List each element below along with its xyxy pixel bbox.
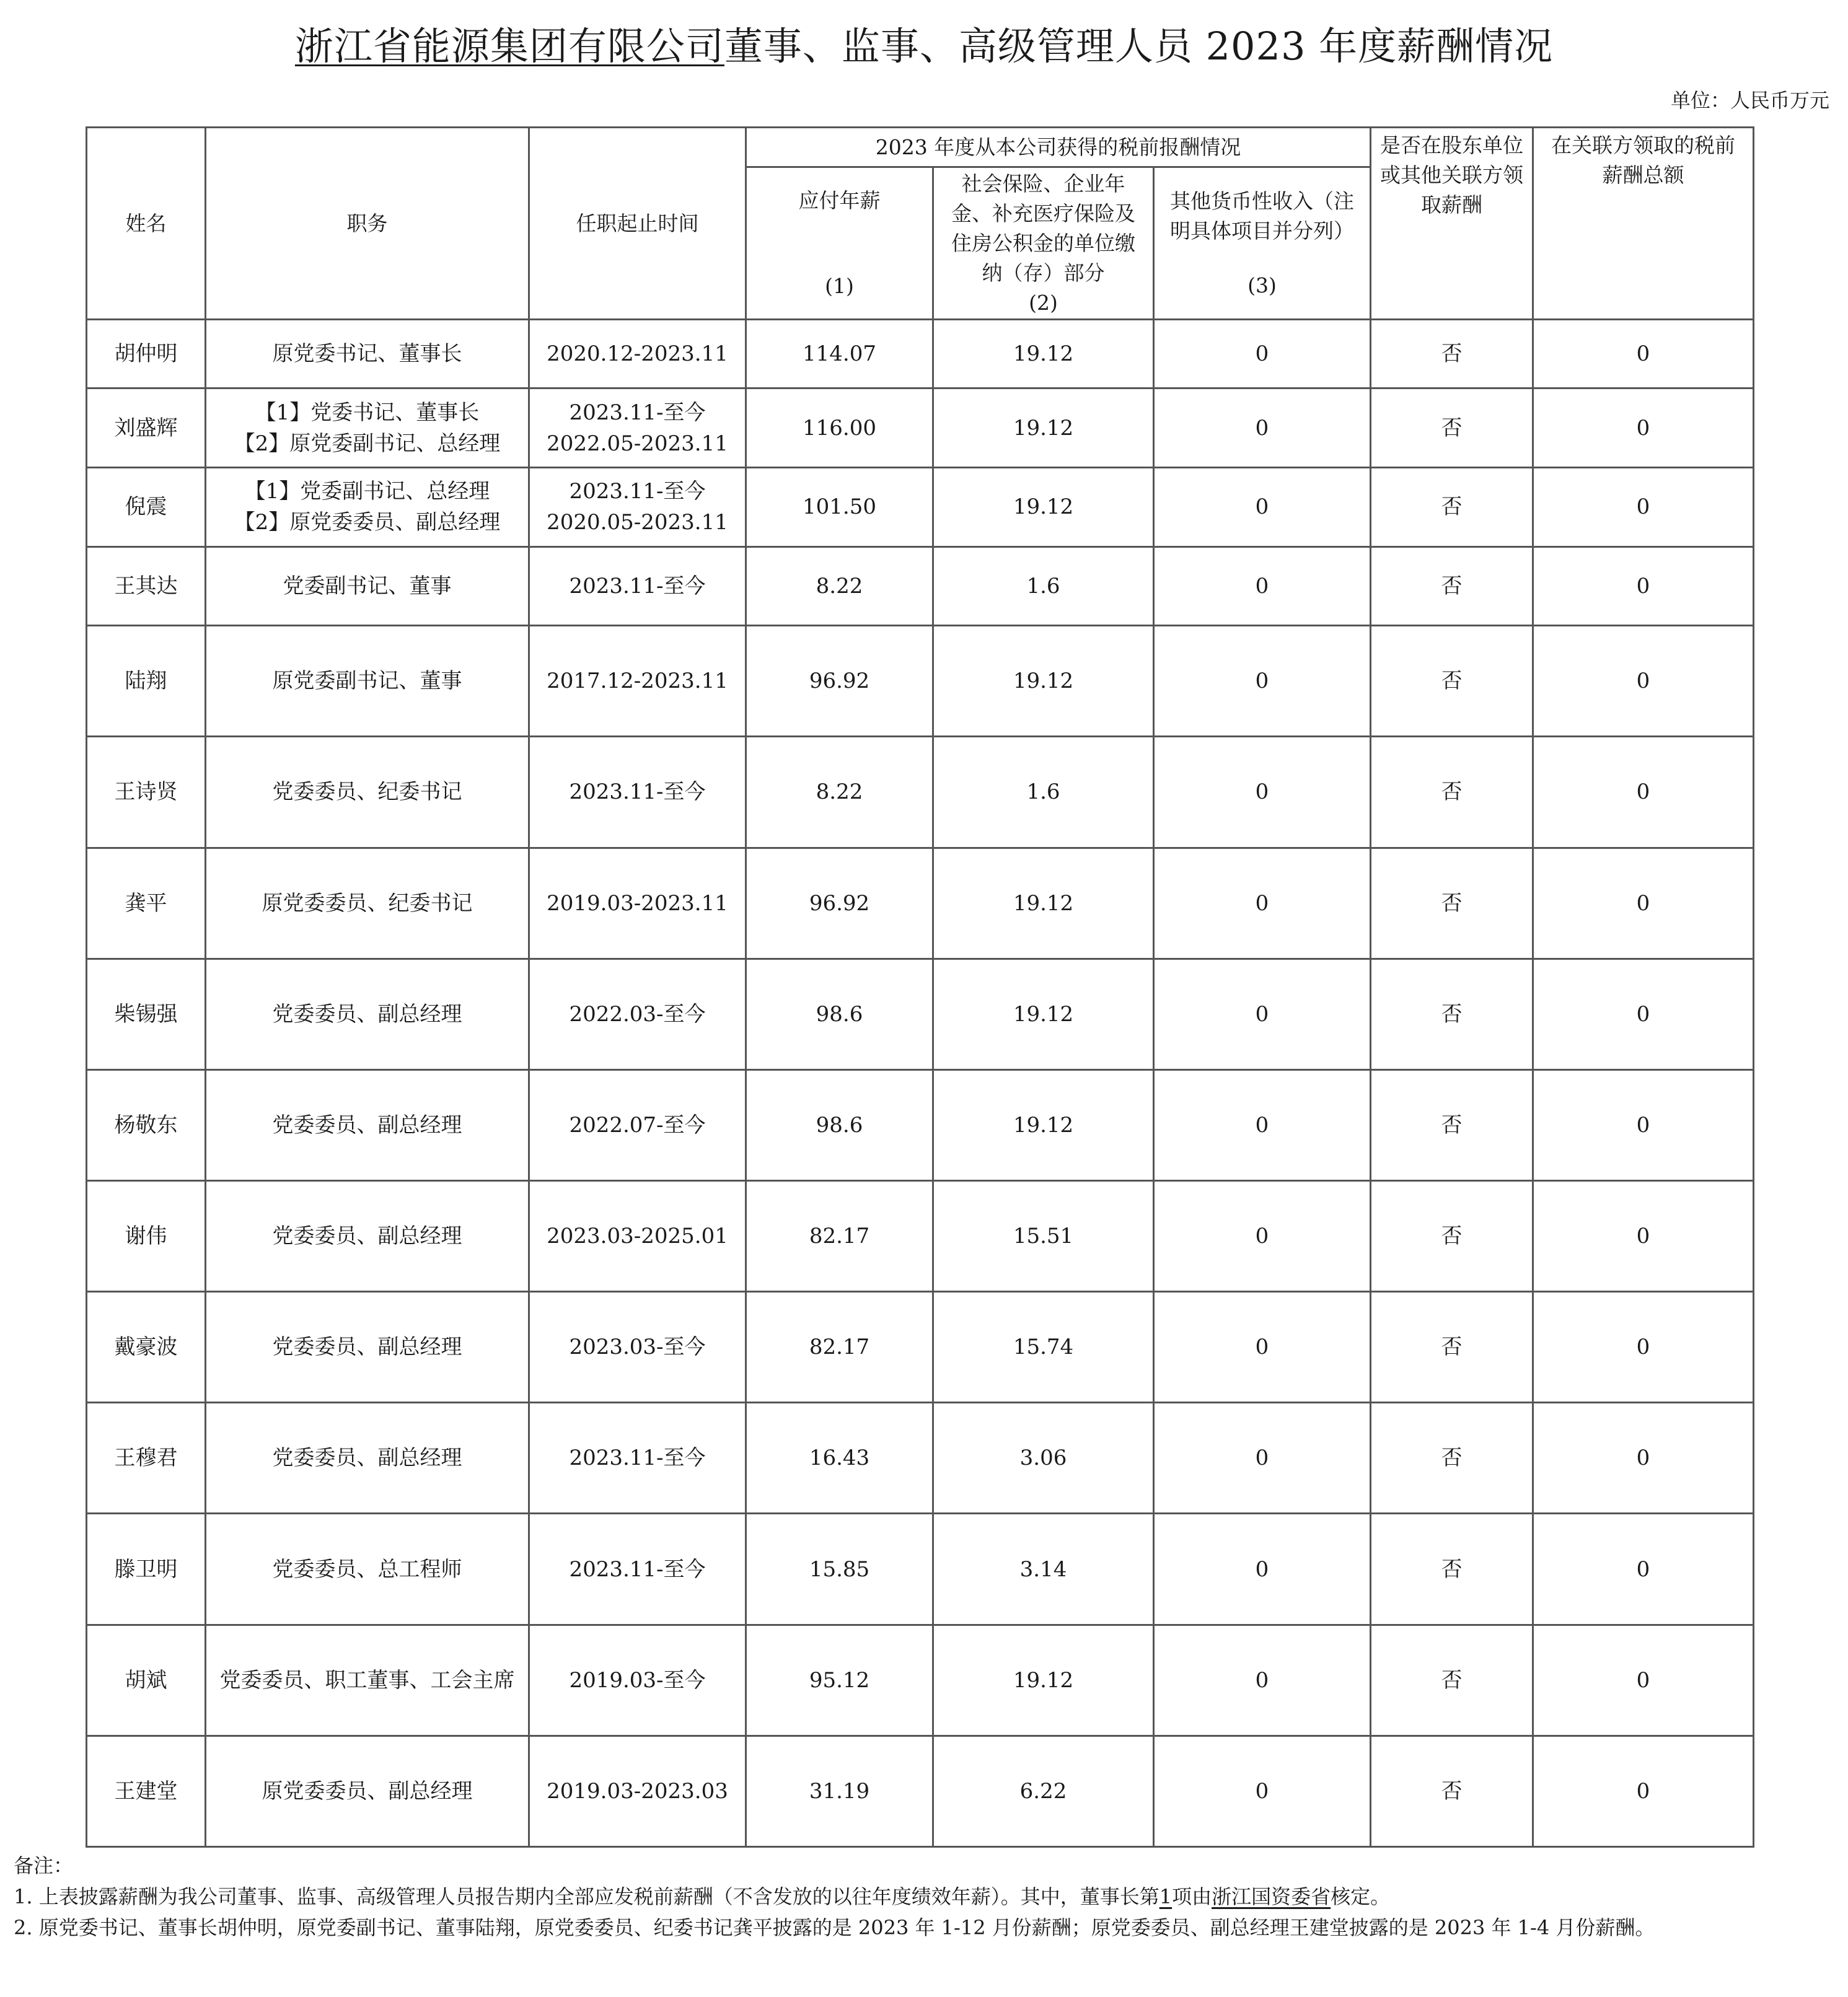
cell-position	[206, 1292, 529, 1403]
cell-insurance: 19.12	[933, 467, 1154, 546]
cell-name: 胡斌	[87, 1625, 206, 1736]
header-other-label: 其他货币性收入（注明具体项目并分列）	[1170, 188, 1354, 243]
cell-term	[529, 1069, 746, 1180]
cell-name: 王其达	[87, 546, 206, 626]
cell-name: 滕卫明	[87, 1514, 206, 1625]
cell-position-line: 【1】党委书记、董事长	[255, 400, 480, 425]
cell-related-total: 0	[1533, 467, 1754, 546]
cell-related-total: 0	[1533, 1625, 1754, 1736]
cell-term	[529, 1180, 746, 1291]
header-salary	[746, 167, 933, 320]
cell-name: 王建堂	[87, 1736, 206, 1846]
unit-label: 单位：人民币万元	[1670, 89, 1829, 112]
cell-name: 戴豪波	[87, 1292, 206, 1403]
cell-related-total: 0	[1533, 848, 1754, 959]
table-row	[87, 737, 1754, 848]
cell-salary: 8.22	[746, 737, 933, 848]
cell-insurance: 1.6	[933, 546, 1154, 626]
cell-salary: 31.19	[746, 1736, 933, 1846]
cell-insurance: 19.12	[933, 626, 1154, 737]
header-salary-label: 应付年薪	[798, 188, 881, 213]
cell-name: 刘盛辉	[87, 388, 206, 468]
cell-position	[206, 467, 529, 546]
page-title	[0, 19, 1848, 74]
cell-term-line: 2020.12-2023.11	[547, 341, 728, 367]
cell-position	[206, 320, 529, 388]
cell-salary: 98.6	[746, 959, 933, 1069]
table-row	[87, 1736, 1754, 1846]
cell-related-flag: 否	[1371, 848, 1533, 959]
cell-position	[206, 1403, 529, 1514]
cell-term	[529, 848, 746, 959]
compensation-table	[86, 126, 1754, 1848]
note-1-authority: 浙江国资委省	[1212, 1885, 1331, 1908]
cell-insurance: 3.06	[933, 1403, 1154, 1514]
cell-term	[529, 1625, 746, 1736]
header-position: 职务	[206, 128, 529, 320]
table-row	[87, 320, 1754, 388]
cell-position-line: 原党委副书记、董事	[272, 669, 462, 694]
cell-related-total: 0	[1533, 1180, 1754, 1291]
table-row	[87, 1403, 1754, 1514]
cell-term	[529, 626, 746, 737]
cell-salary: 82.17	[746, 1180, 933, 1291]
note-1-text-a: 1. 上表披露薪酬为我公司董事、监事、高级管理人员报告期内全部应发税前薪酬（不含发放的以往年度绩效年薪）。其中，董事长第	[14, 1885, 1159, 1908]
notes	[14, 1850, 1829, 1943]
cell-related-flag: 否	[1371, 546, 1533, 626]
cell-related-flag: 否	[1371, 467, 1533, 546]
cell-other-income: 0	[1154, 959, 1371, 1069]
cell-other-income: 0	[1154, 1403, 1371, 1514]
cell-salary: 15.85	[746, 1514, 933, 1625]
cell-related-total: 0	[1533, 1736, 1754, 1846]
cell-insurance: 19.12	[933, 320, 1154, 388]
table-row	[87, 1625, 1754, 1736]
cell-term	[529, 1403, 746, 1514]
table-row	[87, 546, 1754, 626]
cell-related-total: 0	[1533, 1069, 1754, 1180]
cell-term-line: 2022.05-2023.11	[547, 431, 728, 456]
table-row	[87, 388, 1754, 468]
table-row	[87, 1069, 1754, 1180]
cell-insurance: 1.6	[933, 737, 1154, 848]
cell-salary: 101.50	[746, 467, 933, 546]
cell-position-line: 党委委员、副总经理	[272, 1446, 462, 1471]
cell-term	[529, 1292, 746, 1403]
cell-other-income: 0	[1154, 388, 1371, 468]
table-row	[87, 848, 1754, 959]
cell-related-total: 0	[1533, 1292, 1754, 1403]
cell-position-line: 党委委员、副总经理	[272, 1224, 462, 1249]
cell-term	[529, 320, 746, 388]
cell-other-income: 0	[1154, 1625, 1371, 1736]
cell-name: 王穆君	[87, 1403, 206, 1514]
table-row	[87, 1180, 1754, 1291]
cell-related-total: 0	[1533, 388, 1754, 468]
cell-term-line: 2023.11-至今	[569, 400, 706, 425]
cell-related-flag: 否	[1371, 1069, 1533, 1180]
cell-term-line: 2023.11-至今	[569, 573, 706, 599]
cell-salary: 98.6	[746, 1069, 933, 1180]
cell-term-line: 2022.03-至今	[569, 1001, 706, 1027]
cell-position-line: 党委委员、职工董事、工会主席	[219, 1667, 515, 1693]
cell-related-flag: 否	[1371, 1403, 1533, 1514]
cell-salary: 116.00	[746, 388, 933, 468]
cell-position	[206, 1736, 529, 1846]
cell-position-line: 党委委员、副总经理	[272, 1335, 462, 1360]
cell-other-income: 0	[1154, 1180, 1371, 1291]
cell-position	[206, 546, 529, 626]
cell-other-income: 0	[1154, 1514, 1371, 1625]
cell-salary: 95.12	[746, 1625, 933, 1736]
cell-term-line: 2020.05-2023.11	[547, 510, 728, 535]
cell-position	[206, 626, 529, 737]
table-row	[87, 467, 1754, 546]
cell-insurance: 6.22	[933, 1736, 1154, 1846]
cell-name: 谢伟	[87, 1180, 206, 1291]
cell-term	[529, 546, 746, 626]
cell-insurance: 15.51	[933, 1180, 1154, 1291]
cell-term-line: 2022.07-至今	[569, 1112, 706, 1138]
header-salary-num: (1)	[825, 273, 854, 298]
cell-term	[529, 467, 746, 546]
cell-related-flag: 否	[1371, 1514, 1533, 1625]
cell-position	[206, 737, 529, 848]
header-insurance-num: (2)	[1029, 290, 1058, 315]
cell-term-line: 2023.11-至今	[569, 479, 706, 504]
cell-related-total: 0	[1533, 320, 1754, 388]
header-other	[1154, 167, 1371, 320]
cell-insurance: 3.14	[933, 1514, 1154, 1625]
cell-related-total: 0	[1533, 546, 1754, 626]
cell-salary: 114.07	[746, 320, 933, 388]
cell-name: 陆翔	[87, 626, 206, 737]
cell-insurance: 19.12	[933, 959, 1154, 1069]
cell-term-line: 2023.11-至今	[569, 1446, 706, 1471]
header-related-flag: 是否在股东单位或其他关联方领取薪酬	[1371, 128, 1533, 320]
cell-other-income: 0	[1154, 320, 1371, 388]
cell-other-income: 0	[1154, 848, 1371, 959]
cell-position-line: 原党委委员、纪委书记	[262, 890, 473, 916]
table-row	[87, 1292, 1754, 1403]
header-related-total: 在关联方领取的税前薪酬总额	[1533, 128, 1754, 320]
cell-insurance: 19.12	[933, 388, 1154, 468]
cell-position-line: 党委委员、总工程师	[272, 1556, 462, 1582]
cell-term-line: 2017.12-2023.11	[547, 669, 728, 694]
cell-insurance: 19.12	[933, 1625, 1154, 1736]
table-row	[87, 959, 1754, 1069]
cell-position	[206, 1514, 529, 1625]
cell-related-flag: 否	[1371, 1292, 1533, 1403]
note-1-text-e: 核定。	[1331, 1885, 1391, 1908]
cell-name: 倪震	[87, 467, 206, 546]
cell-term	[529, 737, 746, 848]
cell-related-flag: 否	[1371, 626, 1533, 737]
header-group: 2023 年度从本公司获得的税前报酬情况	[746, 128, 1371, 167]
cell-other-income: 0	[1154, 1736, 1371, 1846]
cell-other-income: 0	[1154, 1069, 1371, 1180]
cell-related-flag: 否	[1371, 737, 1533, 848]
cell-term	[529, 1514, 746, 1625]
cell-term-line: 2023.03-2025.01	[547, 1224, 728, 1249]
cell-position-line: 原党委书记、董事长	[272, 341, 462, 367]
cell-related-flag: 否	[1371, 1625, 1533, 1736]
note-2: 2. 原党委书记、董事长胡仲明，原党委副书记、董事陆翔，原党委委员、纪委书记龚平披露的是 2023 年 1-12 月份薪酬；原党委委员、副总经理王建堂披露的是 2023 年 1-4 月份薪酬。	[14, 1916, 1655, 1939]
cell-salary: 96.92	[746, 626, 933, 737]
cell-position	[206, 959, 529, 1069]
cell-name: 柴锡强	[87, 959, 206, 1069]
header-name: 姓名	[87, 128, 206, 320]
cell-position-line: 党委委员、副总经理	[272, 1001, 462, 1027]
cell-related-flag: 否	[1371, 959, 1533, 1069]
cell-position-line: 【2】原党委副书记、总经理	[234, 431, 501, 456]
cell-related-flag: 否	[1371, 388, 1533, 468]
cell-term	[529, 1736, 746, 1846]
cell-insurance: 19.12	[933, 848, 1154, 959]
note-1-text-c: 项由	[1172, 1885, 1212, 1908]
cell-salary: 8.22	[746, 546, 933, 626]
cell-position-line: 【1】党委副书记、总经理	[244, 479, 490, 504]
cell-position	[206, 1069, 529, 1180]
cell-other-income: 0	[1154, 626, 1371, 737]
cell-related-flag: 否	[1371, 1180, 1533, 1291]
table-row	[87, 626, 1754, 737]
title-rest: 董事、监事、高级管理人员 2023 年度薪酬情况	[724, 24, 1554, 69]
cell-related-flag: 否	[1371, 1736, 1533, 1846]
cell-related-total: 0	[1533, 1403, 1754, 1514]
cell-other-income: 0	[1154, 737, 1371, 848]
cell-term	[529, 388, 746, 468]
cell-position	[206, 388, 529, 468]
cell-salary: 96.92	[746, 848, 933, 959]
cell-salary: 16.43	[746, 1403, 933, 1514]
header-insurance	[933, 167, 1154, 320]
cell-related-total: 0	[1533, 626, 1754, 737]
note-1-item-number: 1	[1159, 1885, 1173, 1908]
cell-position-line: 原党委委员、副总经理	[262, 1778, 473, 1804]
company-name: 浙江省能源集团有限公司	[294, 24, 724, 69]
cell-other-income: 0	[1154, 467, 1371, 546]
cell-related-flag: 否	[1371, 320, 1533, 388]
cell-other-income: 0	[1154, 1292, 1371, 1403]
cell-position-line: 【2】原党委委员、副总经理	[234, 510, 501, 535]
cell-related-total: 0	[1533, 959, 1754, 1069]
cell-term-line: 2023.11-至今	[569, 1556, 706, 1582]
table-row	[87, 1514, 1754, 1625]
cell-position-line: 党委副书记、董事	[283, 573, 452, 599]
cell-related-total: 0	[1533, 1514, 1754, 1625]
cell-term-line: 2023.03-至今	[569, 1335, 706, 1360]
cell-position-line: 党委委员、副总经理	[272, 1112, 462, 1138]
cell-term-line: 2019.03-2023.03	[547, 1778, 728, 1804]
cell-position	[206, 848, 529, 959]
header-term: 任职起止时间	[529, 128, 746, 320]
cell-position	[206, 1625, 529, 1736]
cell-term-line: 2019.03-2023.11	[547, 890, 728, 916]
cell-term	[529, 959, 746, 1069]
cell-related-total: 0	[1533, 737, 1754, 848]
note-1	[14, 1881, 1829, 1912]
header-other-num: (3)	[1247, 273, 1277, 297]
cell-term-line: 2023.11-至今	[569, 779, 706, 805]
cell-insurance: 15.74	[933, 1292, 1154, 1403]
cell-other-income: 0	[1154, 546, 1371, 626]
cell-position-line: 党委委员、纪委书记	[272, 779, 462, 805]
cell-name: 杨敬东	[87, 1069, 206, 1180]
notes-heading: 备注：	[14, 1854, 74, 1877]
cell-name: 王诗贤	[87, 737, 206, 848]
cell-name: 胡仲明	[87, 320, 206, 388]
header-insurance-label: 社会保险、企业年金、补充医疗保险及住房公积金的单位缴纳（存）部分	[951, 171, 1135, 285]
cell-salary: 82.17	[746, 1292, 933, 1403]
cell-position	[206, 1180, 529, 1291]
cell-term-line: 2019.03-至今	[569, 1667, 706, 1693]
cell-insurance: 19.12	[933, 1069, 1154, 1180]
cell-name: 龚平	[87, 848, 206, 959]
